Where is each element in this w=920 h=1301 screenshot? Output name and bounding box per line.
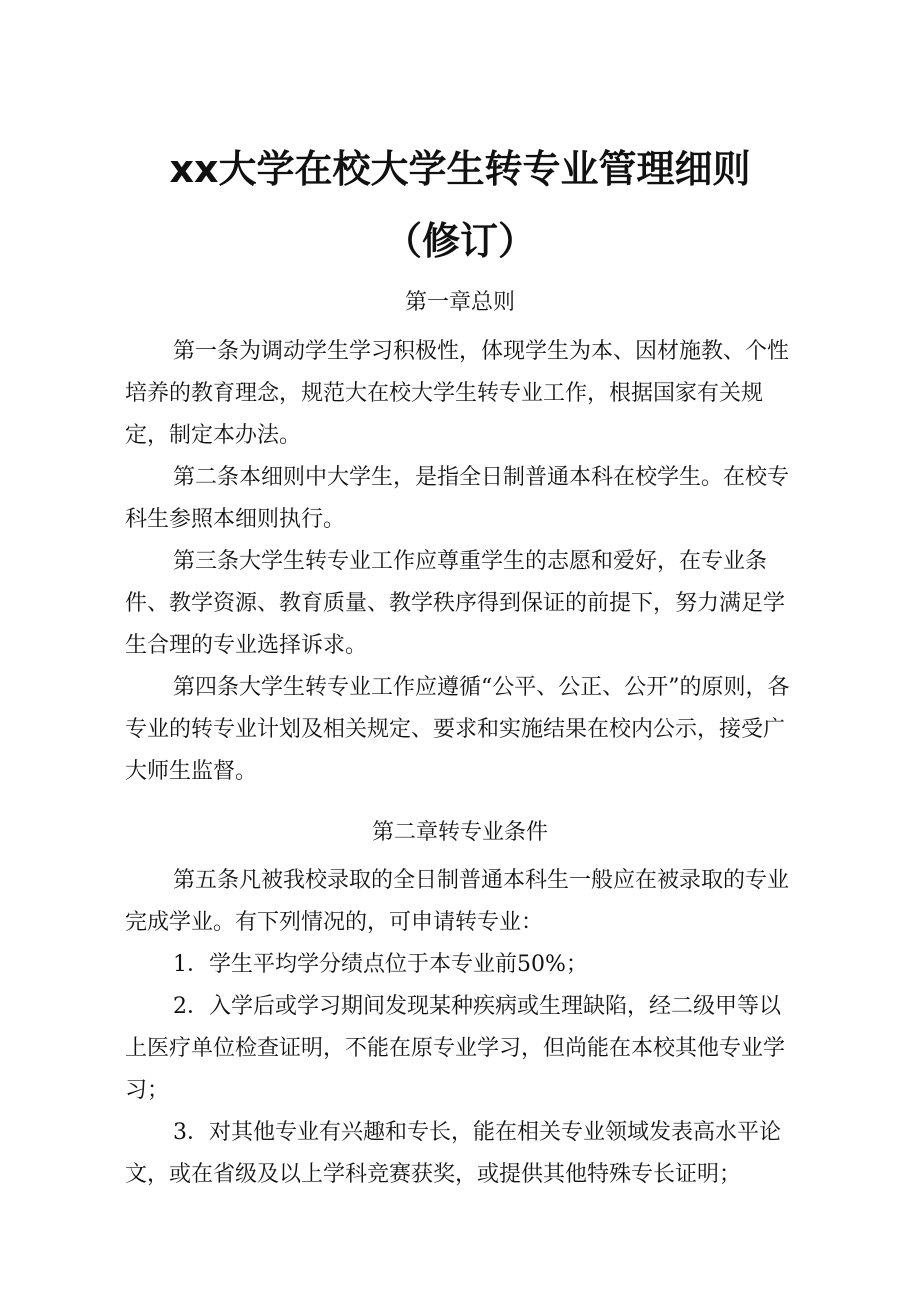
list-item-1: 1．学生平均学分绩点位于本专业前50%； — [173, 952, 588, 977]
chapter-2-body — [125, 860, 797, 1196]
paragraph-article-2: 第二条本细则中大学生，是指全日制普通本科在校学生。在校专科生参照本细则执行。 — [125, 465, 790, 532]
document-title: xx大学在校大学生转专业管理细则 — [169, 147, 751, 191]
paragraph-article-5: 第五条凡被我校录取的全日制普通本科生一般应在被录取的专业完成学业。有下列情况的，可申请转专业： — [125, 868, 790, 935]
chapter-1-body — [125, 331, 797, 793]
paragraph-article-1: 第一条为调动学生学习积极性，体现学生为本、因材施教、个性培养的教育理念，规范大在校大学生转专业工作，根据国家有关规定，制定本办法。 — [125, 339, 790, 448]
paragraph-article-3: 第三条大学生转专业工作应尊重学生的志愿和爱好，在专业条件、教学资源、教育质量、教学秩序得到保证的前提下，努力满足学生合理的专业选择诉求。 — [125, 549, 786, 658]
chapter-heading-2: 第二章转专业条件 — [371, 820, 548, 845]
paragraph-article-4: 第四条大学生转专业工作应遵循“公平、公正、公开”的原则，各专业的转专业计划及相关规定、要求和实施结果在校内公示，接受广大师生监督。 — [125, 675, 790, 784]
document-subtitle: （修订） — [383, 219, 536, 263]
list-item-3: 3．对其他专业有兴趣和专长，能在相关专业领域发表高水平论文，或在省级及以上学科竞赛获奖，或提供其他特殊专长证明； — [125, 1120, 781, 1187]
list-item-2: 2．入学后或学习期间发现某种疾病或生理缺陷，经二级甲等以上医疗单位检查证明，不能在原专业学习，但尚能在本校其他专业学习； — [125, 994, 786, 1103]
chapter-heading-1: 第一章总则 — [404, 290, 515, 315]
